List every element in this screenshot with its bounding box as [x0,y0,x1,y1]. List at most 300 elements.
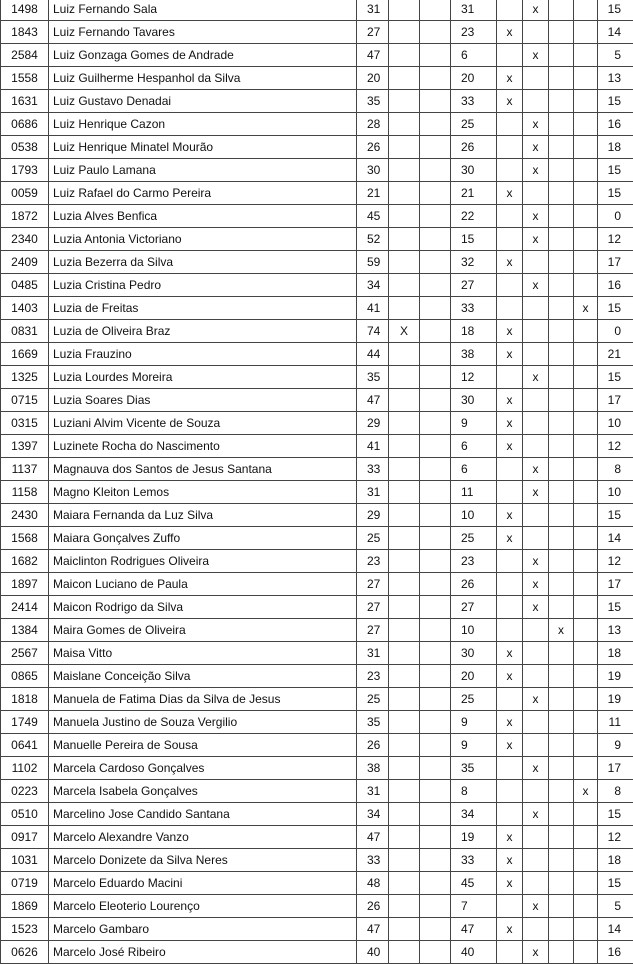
mark-e [549,389,574,412]
age-value: 31 [357,780,389,803]
record-id: 2409 [1,251,49,274]
mark-e [549,803,574,826]
mark-e [549,527,574,550]
mark-e: x [549,619,574,642]
mark-c: x [497,711,523,734]
person-name: Luiz Henrique Minatel Mourão [49,136,357,159]
score-value: 0 [598,205,633,228]
mark-c [497,274,523,297]
record-id: 0831 [1,320,49,343]
person-name: Marcelo José Ribeiro [49,941,357,964]
table-row [1,596,633,619]
score-value: 14 [598,527,633,550]
table-row [1,435,633,458]
table-row [1,642,633,665]
record-id: 0917 [1,826,49,849]
mark-f [574,711,598,734]
age-value: 41 [357,297,389,320]
record-id: 1523 [1,918,49,941]
person-name: Marcelo Donizete da Silva Neres [49,849,357,872]
value-cell: 19 [451,826,497,849]
mark-b [420,573,451,596]
table-row [1,0,633,21]
mark-b [420,642,451,665]
mark-f [574,21,598,44]
person-name: Marcelo Eleoterio Lourenço [49,895,357,918]
mark-d [523,504,549,527]
mark-e [549,711,574,734]
age-value: 29 [357,504,389,527]
score-value: 16 [598,113,633,136]
value-cell: 6 [451,458,497,481]
mark-d: x [523,205,549,228]
table-row [1,872,633,895]
age-value: 45 [357,205,389,228]
record-id: 1325 [1,366,49,389]
mark-e [549,67,574,90]
table-row [1,688,633,711]
mark-c [497,780,523,803]
person-name: Marcelo Eduardo Macini [49,872,357,895]
record-id: 0641 [1,734,49,757]
score-value: 15 [598,366,633,389]
mark-c: x [497,90,523,113]
value-cell: 11 [451,481,497,504]
score-value: 15 [598,872,633,895]
mark-d [523,389,549,412]
score-value: 12 [598,826,633,849]
score-value: 12 [598,435,633,458]
record-id: 1397 [1,435,49,458]
value-cell: 38 [451,343,497,366]
score-value: 17 [598,389,633,412]
mark-d: x [523,44,549,67]
table-row [1,711,633,734]
score-value: 15 [598,297,633,320]
person-name: Luzia Lourdes Moreira [49,366,357,389]
mark-c [497,941,523,964]
mark-c [497,596,523,619]
score-value: 11 [598,711,633,734]
record-id: 0059 [1,182,49,205]
age-value: 59 [357,251,389,274]
score-value: 8 [598,458,633,481]
person-name: Magnauva dos Santos de Jesus Santana [49,458,357,481]
mark-e [549,297,574,320]
score-value: 14 [598,918,633,941]
table-row [1,918,633,941]
mark-a [389,780,420,803]
mark-b [420,44,451,67]
mark-a [389,504,420,527]
age-value: 38 [357,757,389,780]
mark-b [420,136,451,159]
table-row [1,458,633,481]
mark-d [523,21,549,44]
mark-b [420,711,451,734]
mark-a [389,872,420,895]
person-name: Maislane Conceição Silva [49,665,357,688]
age-value: 52 [357,228,389,251]
mark-e [549,573,574,596]
age-value: 27 [357,596,389,619]
table-row [1,573,633,596]
mark-f [574,826,598,849]
age-value: 34 [357,274,389,297]
mark-f [574,159,598,182]
mark-e [549,849,574,872]
table-body [1,0,633,964]
mark-c: x [497,918,523,941]
age-value: 35 [357,711,389,734]
value-cell: 30 [451,642,497,665]
mark-a [389,803,420,826]
record-id: 1498 [1,0,49,21]
mark-d [523,412,549,435]
mark-e [549,44,574,67]
mark-f [574,343,598,366]
value-cell: 6 [451,435,497,458]
age-value: 25 [357,688,389,711]
mark-b [420,780,451,803]
mark-b [420,182,451,205]
mark-c: x [497,665,523,688]
age-value: 27 [357,573,389,596]
mark-b [420,665,451,688]
mark-e [549,90,574,113]
mark-b [420,458,451,481]
value-cell: 23 [451,21,497,44]
mark-c: x [497,389,523,412]
table-row [1,803,633,826]
table-row [1,44,633,67]
mark-b [420,228,451,251]
record-id: 1384 [1,619,49,642]
value-cell: 30 [451,159,497,182]
table-row [1,481,633,504]
record-id: 1682 [1,550,49,573]
mark-a [389,596,420,619]
mark-d [523,320,549,343]
record-id: 0510 [1,803,49,826]
mark-f [574,918,598,941]
table-row [1,550,633,573]
person-name: Marcela Cardoso Gonçalves [49,757,357,780]
person-name: Marcelino Jose Candido Santana [49,803,357,826]
value-cell: 31 [451,0,497,21]
score-value: 5 [598,895,633,918]
score-value: 19 [598,688,633,711]
mark-b [420,757,451,780]
mark-f [574,136,598,159]
mark-f [574,205,598,228]
age-value: 47 [357,44,389,67]
score-value: 18 [598,849,633,872]
table-row [1,21,633,44]
mark-f [574,688,598,711]
mark-f [574,0,598,21]
mark-f [574,895,598,918]
mark-d [523,711,549,734]
score-value: 16 [598,941,633,964]
score-value: 12 [598,550,633,573]
mark-b [420,412,451,435]
score-value: 14 [598,21,633,44]
table-row [1,780,633,803]
mark-b [420,550,451,573]
person-name: Luzia de Oliveira Braz [49,320,357,343]
record-id: 1568 [1,527,49,550]
mark-c [497,573,523,596]
table-row [1,734,633,757]
mark-d: x [523,596,549,619]
mark-e [549,136,574,159]
mark-d [523,872,549,895]
mark-b [420,67,451,90]
value-cell: 23 [451,550,497,573]
mark-e [549,895,574,918]
mark-c [497,136,523,159]
value-cell: 26 [451,573,497,596]
age-value: 47 [357,918,389,941]
person-name: Maicon Luciano de Paula [49,573,357,596]
mark-f [574,803,598,826]
mark-a [389,757,420,780]
mark-b [420,596,451,619]
age-value: 48 [357,872,389,895]
record-id: 2340 [1,228,49,251]
age-value: 23 [357,550,389,573]
mark-d: x [523,113,549,136]
score-value: 15 [598,90,633,113]
mark-d: x [523,458,549,481]
value-cell: 27 [451,596,497,619]
mark-c [497,113,523,136]
mark-f [574,320,598,343]
mark-f [574,665,598,688]
value-cell: 40 [451,941,497,964]
mark-b [420,274,451,297]
mark-f [574,251,598,274]
person-name: Luziani Alvim Vicente de Souza [49,412,357,435]
table-row [1,757,633,780]
person-name: Luiz Fernando Tavares [49,21,357,44]
mark-f [574,182,598,205]
table-row [1,826,633,849]
table-row [1,849,633,872]
person-name: Maiclinton Rodrigues Oliveira [49,550,357,573]
value-cell: 9 [451,734,497,757]
mark-c: x [497,343,523,366]
mark-d: x [523,803,549,826]
score-value: 10 [598,481,633,504]
mark-e [549,320,574,343]
mark-b [420,895,451,918]
mark-a [389,228,420,251]
record-id: 1869 [1,895,49,918]
person-name: Luiz Gustavo Denadai [49,90,357,113]
mark-e [549,826,574,849]
score-value: 13 [598,67,633,90]
age-value: 25 [357,527,389,550]
person-name: Luiz Gonzaga Gomes de Andrade [49,44,357,67]
mark-f [574,872,598,895]
score-value: 13 [598,619,633,642]
mark-d [523,182,549,205]
age-value: 31 [357,0,389,21]
score-value: 21 [598,343,633,366]
mark-b [420,803,451,826]
person-name: Luzia Bezerra da Silva [49,251,357,274]
age-value: 26 [357,734,389,757]
record-id: 1631 [1,90,49,113]
record-id: 0719 [1,872,49,895]
table-row [1,389,633,412]
person-name: Marcelo Gambaro [49,918,357,941]
value-cell: 32 [451,251,497,274]
mark-a [389,113,420,136]
person-name: Luzia Frauzino [49,343,357,366]
mark-f [574,435,598,458]
person-name: Luzia Alves Benfica [49,205,357,228]
mark-d [523,343,549,366]
record-id: 2567 [1,642,49,665]
value-cell: 6 [451,44,497,67]
mark-d: x [523,228,549,251]
mark-d [523,918,549,941]
score-value: 17 [598,573,633,596]
mark-a [389,389,420,412]
value-cell: 25 [451,527,497,550]
mark-c: x [497,320,523,343]
mark-b [420,688,451,711]
score-value: 12 [598,228,633,251]
table-row [1,366,633,389]
mark-c [497,159,523,182]
mark-b [420,21,451,44]
mark-a [389,665,420,688]
person-name: Magno Kleiton Lemos [49,481,357,504]
mark-a [389,274,420,297]
mark-c: x [497,182,523,205]
mark-d [523,527,549,550]
mark-e [549,343,574,366]
value-cell: 47 [451,918,497,941]
mark-a [389,481,420,504]
record-id: 1558 [1,67,49,90]
person-name: Luiz Paulo Lamana [49,159,357,182]
mark-b [420,849,451,872]
mark-e [549,113,574,136]
mark-a [389,458,420,481]
person-name: Maicon Rodrigo da Silva [49,596,357,619]
value-cell: 10 [451,504,497,527]
table-row [1,941,633,964]
table-row [1,619,633,642]
mark-b [420,90,451,113]
score-value: 15 [598,803,633,826]
table-row [1,90,633,113]
person-name: Luzinete Rocha do Nascimento [49,435,357,458]
record-id: 0865 [1,665,49,688]
score-value: 10 [598,412,633,435]
age-value: 35 [357,366,389,389]
person-name: Maisa Vitto [49,642,357,665]
record-id: 1137 [1,458,49,481]
mark-c [497,458,523,481]
mark-b [420,251,451,274]
mark-c [497,803,523,826]
score-value: 19 [598,665,633,688]
mark-f [574,619,598,642]
mark-d: x [523,0,549,21]
age-value: 35 [357,90,389,113]
mark-c [497,895,523,918]
table-row [1,136,633,159]
table-row [1,159,633,182]
mark-a [389,136,420,159]
mark-c: x [497,21,523,44]
age-value: 33 [357,458,389,481]
record-id: 1102 [1,757,49,780]
mark-e [549,872,574,895]
value-cell: 25 [451,688,497,711]
mark-c [497,205,523,228]
mark-a [389,366,420,389]
table-row [1,182,633,205]
value-cell: 26 [451,136,497,159]
record-id: 0315 [1,412,49,435]
record-id: 2430 [1,504,49,527]
table-row [1,274,633,297]
record-id: 1843 [1,21,49,44]
mark-a [389,550,420,573]
mark-f [574,550,598,573]
record-id: 1031 [1,849,49,872]
mark-f [574,90,598,113]
score-value: 17 [598,757,633,780]
mark-e [549,435,574,458]
score-value: 17 [598,251,633,274]
mark-d [523,297,549,320]
value-cell: 22 [451,205,497,228]
age-value: 26 [357,136,389,159]
person-name: Manuela Justino de Souza Vergilio [49,711,357,734]
person-name: Maiara Fernanda da Luz Silva [49,504,357,527]
age-value: 29 [357,412,389,435]
mark-e [549,504,574,527]
table-row [1,228,633,251]
mark-a [389,159,420,182]
mark-f [574,757,598,780]
mark-f [574,573,598,596]
person-name: Luiz Henrique Cazon [49,113,357,136]
mark-a [389,435,420,458]
age-value: 26 [357,895,389,918]
table-row [1,527,633,550]
mark-a: X [389,320,420,343]
age-value: 47 [357,389,389,412]
value-cell: 27 [451,274,497,297]
mark-a [389,849,420,872]
mark-b [420,619,451,642]
mark-d [523,251,549,274]
value-cell: 12 [451,366,497,389]
mark-e [549,550,574,573]
mark-d [523,67,549,90]
mark-c [497,297,523,320]
mark-f [574,389,598,412]
